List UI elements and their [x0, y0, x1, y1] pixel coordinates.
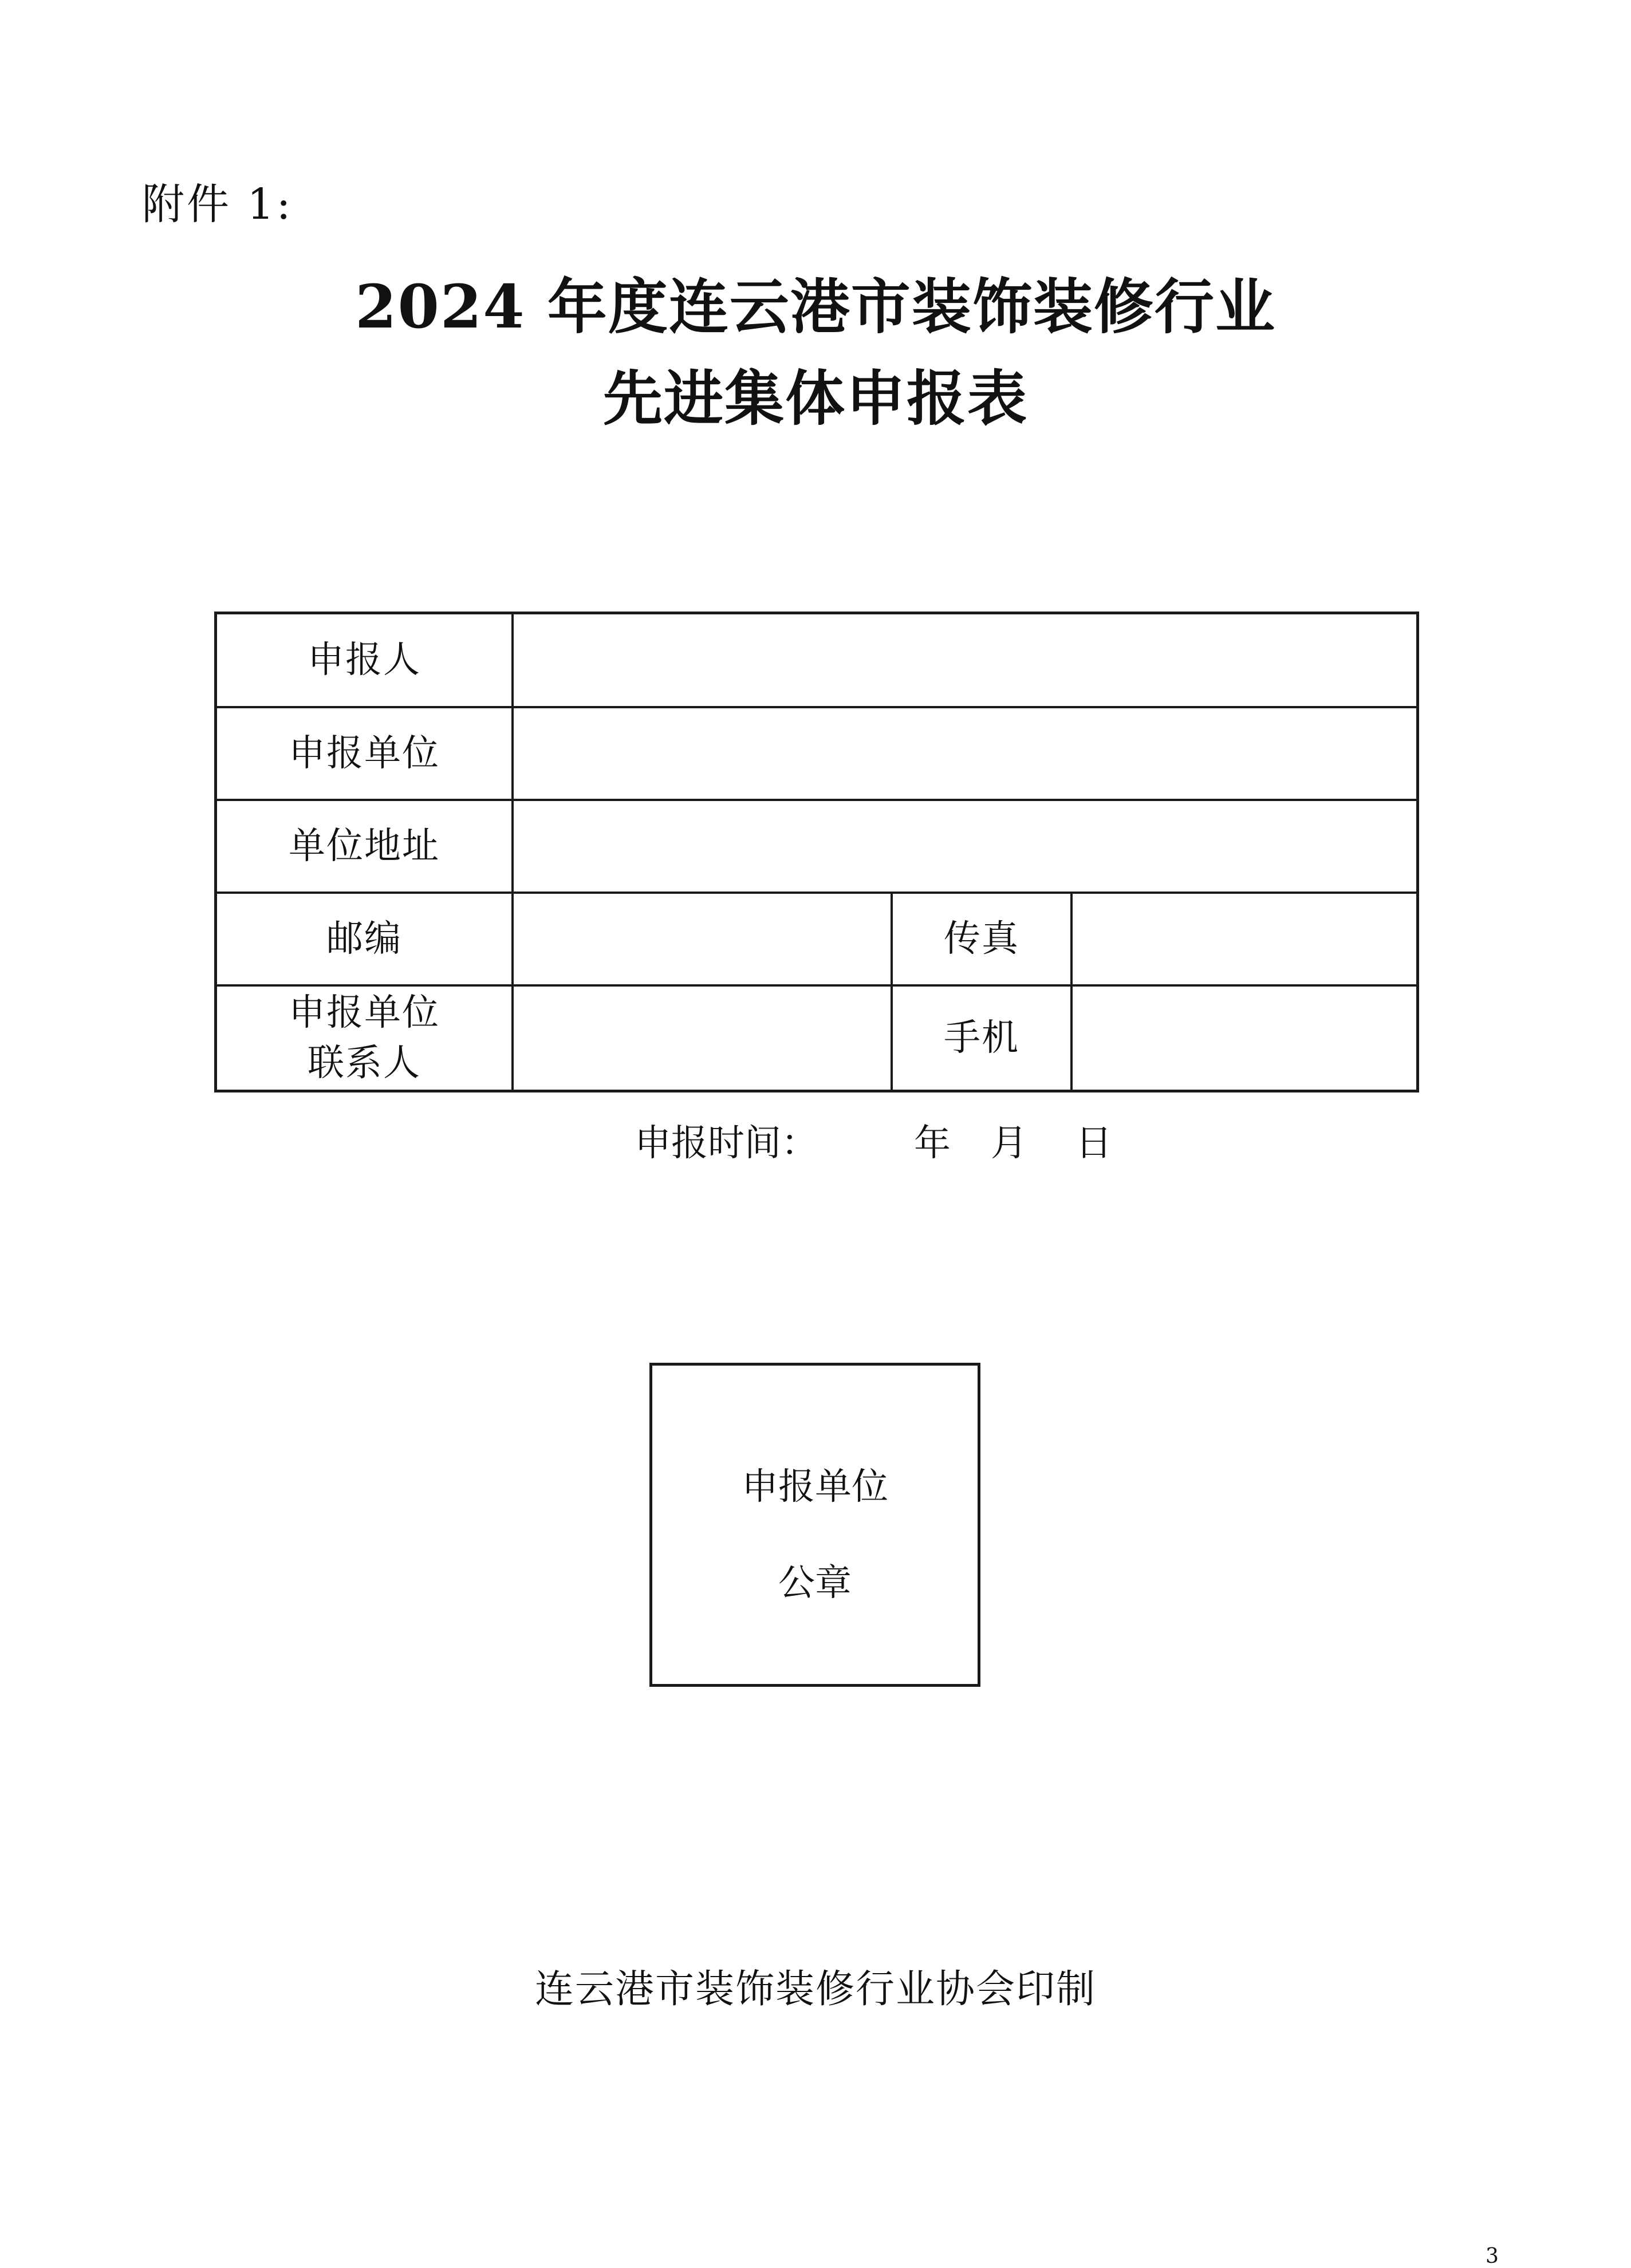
unit-address-field[interactable]: [514, 801, 1416, 892]
application-form-table: [214, 612, 1419, 1092]
report-time-day: 日: [1075, 1122, 1112, 1165]
unit-contact-label: 申报单位 联系人: [289, 992, 440, 1084]
page-title-line1: 2024 年度连云港市装饰装修行业: [355, 271, 1276, 342]
mobile-label: 手机: [944, 1017, 1019, 1059]
applicant-field[interactable]: [514, 614, 1416, 706]
applicant-label: 申报人: [308, 639, 421, 681]
applicant-unit-label: 申报单位: [289, 732, 440, 775]
report-time-year: 年: [914, 1122, 951, 1165]
unit-address-label: 单位地址: [289, 825, 440, 867]
page-number: 3: [1486, 2245, 1499, 2268]
seal-label-unit: 申报单位: [742, 1466, 888, 1508]
applicant-unit-field[interactable]: [514, 708, 1416, 799]
report-time-line: [635, 1114, 1112, 1166]
fax-label: 传真: [944, 918, 1019, 960]
official-seal-box: [649, 1363, 980, 1687]
report-time-month: 月: [991, 1122, 1027, 1165]
attachment-label: 附件 1:: [142, 180, 293, 229]
mobile-field[interactable]: [1073, 987, 1416, 1090]
unit-contact-field[interactable]: [514, 987, 891, 1090]
seal-label-stamp: 公章: [778, 1562, 852, 1604]
report-time-label: 申报时间：: [635, 1122, 818, 1165]
postcode-label: 邮编: [326, 918, 402, 960]
postcode-field[interactable]: [514, 894, 891, 984]
fax-field[interactable]: [1073, 894, 1416, 984]
printer-credit: 连云港市装饰装修行业协会印制: [534, 1967, 1096, 2012]
page-title-line2: 先进集体申报表: [602, 363, 1028, 433]
